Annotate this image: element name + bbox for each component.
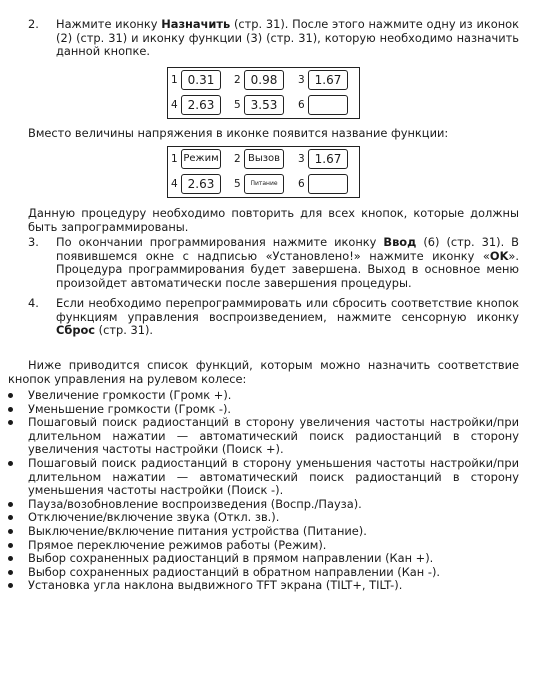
bullet-icon bbox=[8, 529, 13, 534]
function-button-2[interactable]: Вызов bbox=[244, 149, 284, 169]
function-list bbox=[4, 389, 519, 593]
enter-label: Ввод bbox=[383, 235, 417, 249]
ok-label: OK bbox=[489, 248, 509, 263]
voltage-button-5[interactable]: 3.53 bbox=[244, 95, 284, 115]
function-list-intro: Ниже приводится список функций, которым можно назначить соответствие кнопок управления на рулевом колесе: bbox=[8, 358, 519, 386]
bullet-icon bbox=[8, 393, 13, 398]
list-item: Уменьшение громкости (Громк -). bbox=[4, 403, 519, 417]
function-button-6[interactable] bbox=[308, 174, 348, 194]
bullet-icon bbox=[8, 543, 13, 548]
bullet-icon bbox=[8, 502, 13, 507]
reset-label: Сброс bbox=[56, 323, 96, 338]
bullet-icon bbox=[8, 570, 13, 575]
bullet-icon bbox=[8, 461, 13, 466]
function-button-3[interactable]: 1.67 bbox=[308, 149, 348, 169]
bullet-icon bbox=[8, 515, 13, 520]
step-2-number: 2. bbox=[28, 17, 39, 31]
voltage-button-6[interactable] bbox=[308, 95, 348, 115]
repeat-procedure-note: Данную процедуру необходимо повторить для всех кнопок, которые должны быть запрограммированы. bbox=[28, 206, 519, 234]
voltage-button-2[interactable]: 0.98 bbox=[244, 70, 284, 90]
function-button-1[interactable]: Режим bbox=[181, 149, 221, 169]
step-3-text: По окончании программирования нажмите иконку Ввод (6) (стр. 31). В появившемся окне с надписью «Установлено!» нажмите иконку «OK». Процедура программирования будет завершена. Выход в основное меню произойдет автоматически после завершения процедуры. bbox=[56, 235, 519, 290]
voltage-buttons-grid: 1 0.31 2 0.98 3 1.67 4 2.63 5 3.53 6 bbox=[167, 67, 360, 119]
bullet-icon bbox=[8, 583, 13, 588]
voltage-button-4[interactable]: 2.63 bbox=[181, 95, 221, 115]
bullet-icon bbox=[8, 407, 13, 412]
list-item: Отключение/включение звука (Откл. зв.). bbox=[4, 511, 519, 525]
list-item: Пауза/возобновление воспроизведения (Воспр./Пауза). bbox=[4, 498, 519, 512]
step-4-text: Если необходимо перепрограммировать или сбросить соответствие кнопок функциям управления воспроизведением, нажмите сенсорную иконку Сброс (стр. 31). bbox=[56, 296, 519, 338]
list-item: Пошаговый поиск радиостанций в сторону уменьшения частоты настройки/при длительном нажатии — автоматический поиск радиостанций в сторону уменьшения частоты настройки (Поиск -). bbox=[4, 457, 519, 498]
function-name-note: Вместо величины напряжения в иконке появится название функции: bbox=[28, 126, 449, 140]
function-buttons-grid: 1 Режим 2 Вызов 3 1.67 4 2.63 5 Питание 6 bbox=[167, 146, 360, 198]
list-item: Выбор сохраненных радиостанций в обратном направлении (Кан -). bbox=[4, 566, 519, 580]
list-item: Пошаговый поиск радиостанций в сторону увеличения частоты настройки/при длительном нажатии — автоматический поиск радиостанций в сторону увеличения частоты настройки (Поиск +). bbox=[4, 416, 519, 457]
function-button-4[interactable]: 2.63 bbox=[181, 174, 221, 194]
list-item: Установка угла наклона выдвижного TFT экрана (TILT+, TILT-). bbox=[4, 579, 519, 593]
list-item: Выбор сохраненных радиостанций в прямом направлении (Кан +). bbox=[4, 552, 519, 566]
function-button-5[interactable]: Питание bbox=[244, 174, 284, 194]
voltage-button-1[interactable]: 0.31 bbox=[181, 70, 221, 90]
bullet-icon bbox=[8, 556, 13, 561]
step-4-number: 4. bbox=[28, 296, 39, 310]
step-2-text: Нажмите иконку Назначить (стр. 31). После этого нажмите одну из иконок (2) (стр. 31) и иконку функции (3) (стр. 31), которую необходимо назначить данной кнопке. bbox=[56, 17, 520, 59]
list-item: Увеличение громкости (Громк +). bbox=[4, 389, 519, 403]
list-item: Выключение/включение питания устройства (Питание). bbox=[4, 525, 519, 539]
assign-label: Назначить bbox=[161, 17, 231, 31]
voltage-button-3[interactable]: 1.67 bbox=[308, 70, 348, 90]
step-3-number: 3. bbox=[28, 235, 39, 249]
bullet-icon bbox=[8, 420, 13, 425]
list-item: Прямое переключение режимов работы (Режим). bbox=[4, 539, 519, 553]
